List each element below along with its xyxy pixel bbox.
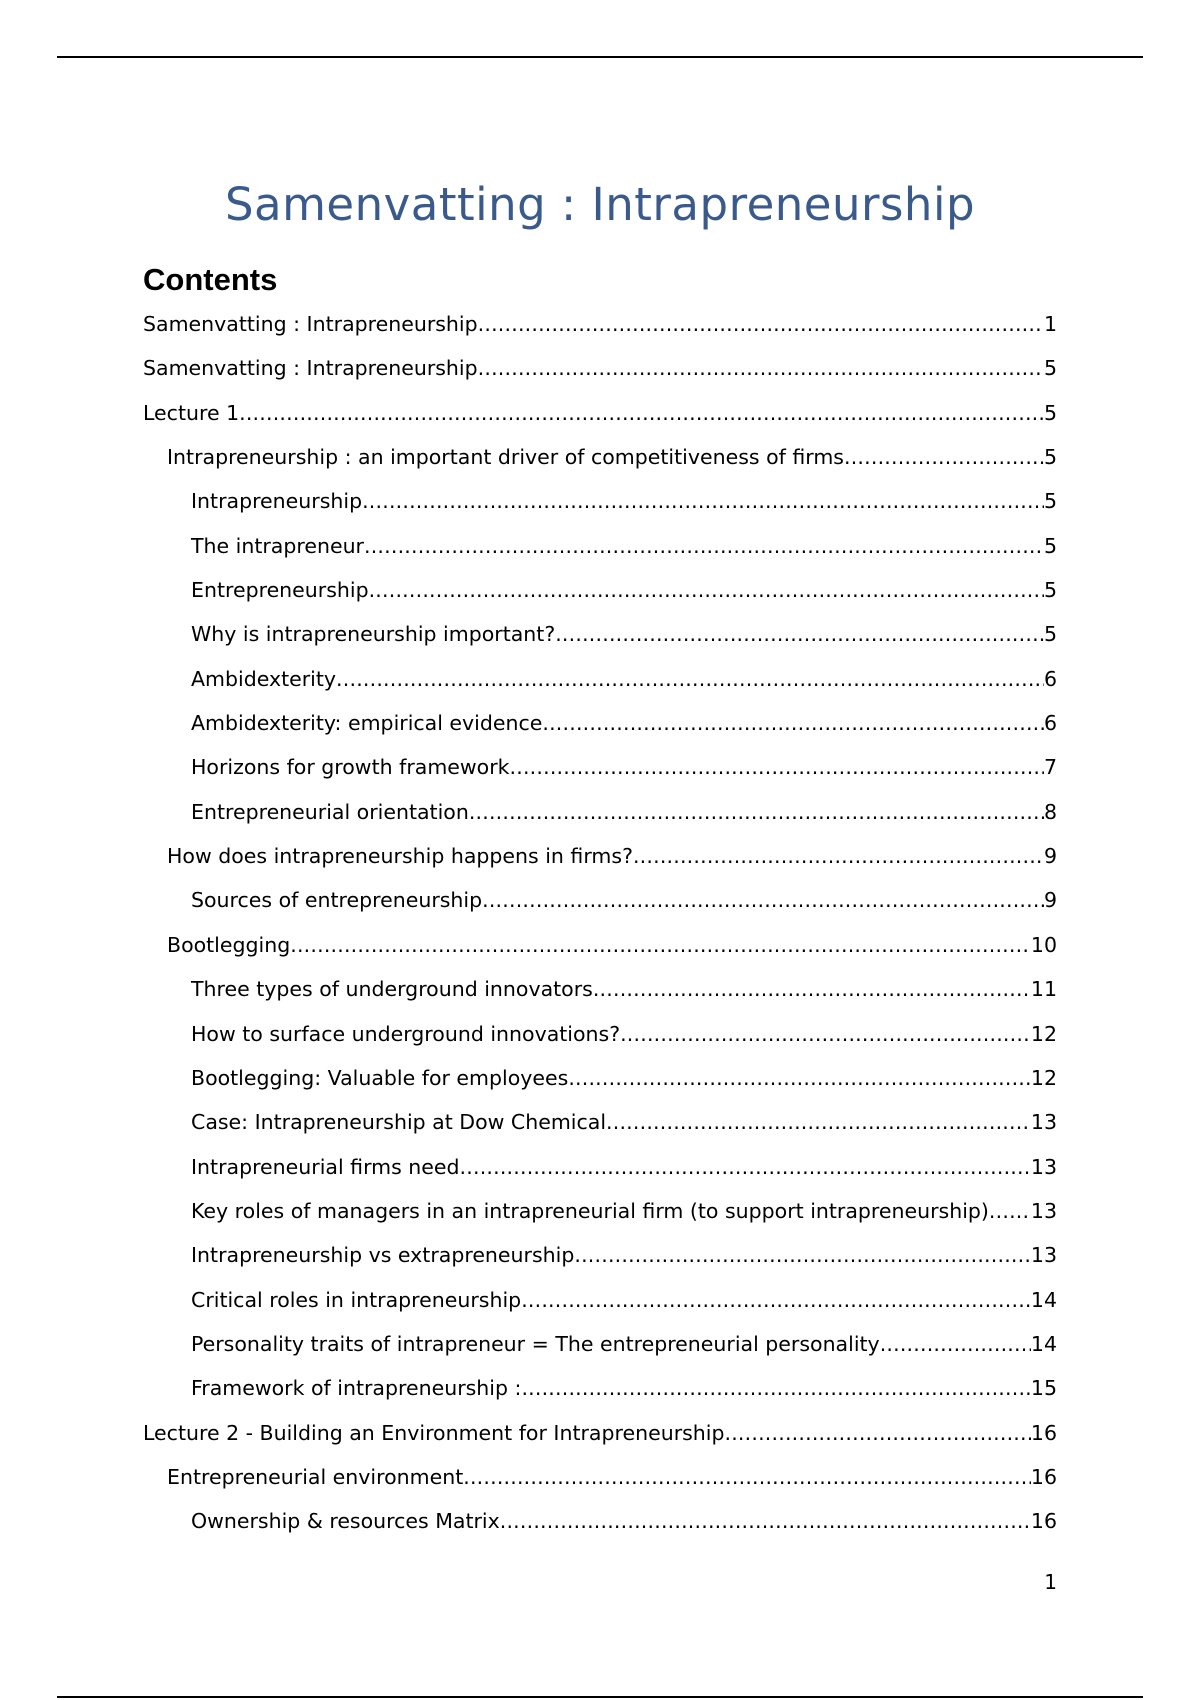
toc-dot-leader (369, 578, 1044, 602)
toc-dot-leader (336, 667, 1044, 691)
toc-entry-page: 5 (1043, 533, 1057, 558)
toc-dot-leader (555, 622, 1044, 646)
toc-entry[interactable] (143, 534, 1057, 578)
toc-entry-page: 5 (1043, 445, 1057, 470)
toc-entry[interactable] (143, 312, 1057, 356)
toc-entry-text: How to surface underground innovations? (191, 1021, 621, 1046)
toc-dot-leader (521, 1376, 1030, 1400)
toc-entry-page: 6 (1043, 711, 1057, 736)
toc-heading: Contents (143, 262, 278, 297)
toc-entry-text: Personality traits of intrapreneur = The entrepreneurial personality (191, 1331, 880, 1356)
toc-entry-text: Intrapreneurship : an important driver of competitiveness of firms (167, 445, 844, 470)
toc-entry[interactable] (143, 800, 1057, 844)
toc-dot-leader (574, 1243, 1031, 1267)
toc-entry-page: 9 (1043, 844, 1057, 869)
toc-dot-leader (844, 445, 1044, 469)
footer-rule (57, 1696, 1143, 1698)
toc-entry[interactable] (143, 1288, 1057, 1332)
toc-dot-leader (880, 1332, 1031, 1356)
toc-entry[interactable] (143, 1509, 1057, 1553)
toc-dot-leader (482, 888, 1044, 912)
toc-entry-page: 5 (1043, 578, 1057, 603)
toc-entry-page: 6 (1043, 666, 1057, 691)
toc-entry-page: 10 (1030, 932, 1057, 957)
toc-entry-text: Ambidexterity (191, 666, 337, 691)
toc-entry-page: 5 (1043, 622, 1057, 647)
toc-dot-leader (521, 1288, 1031, 1312)
toc-entry[interactable] (143, 1022, 1057, 1066)
toc-entry[interactable] (143, 667, 1057, 711)
toc-entry-text: Case: Intrapreneurship at Dow Chemical (191, 1110, 607, 1135)
toc-entry-text: Key roles of managers in an intrapreneurial firm (to support intrapreneurship) (191, 1198, 989, 1223)
toc-entry-text: Lecture 2 - Building an Environment for Intrapreneurship (143, 1420, 725, 1445)
toc-entry[interactable] (143, 1066, 1057, 1110)
toc-entry-text: Critical roles in intrapreneurship (191, 1287, 522, 1312)
toc-entry-page: 9 (1043, 888, 1057, 913)
toc-dot-leader (633, 844, 1044, 868)
toc-entry[interactable] (143, 755, 1057, 799)
toc-entry[interactable] (143, 622, 1057, 666)
toc-dot-leader (542, 711, 1044, 735)
toc-entry-text: Entrepreneurial environment (167, 1464, 464, 1489)
toc-entry-text: Entrepreneurship (191, 578, 369, 603)
toc-entry-text: Three types of underground innovators (191, 977, 593, 1002)
toc-entry-page: 12 (1030, 1021, 1057, 1046)
toc-entry-text: Bootlegging: Valuable for employees (191, 1065, 569, 1090)
toc-dot-leader (568, 1066, 1031, 1090)
toc-entry-page: 13 (1030, 1154, 1057, 1179)
toc-entry-text: Sources of entrepreneurship (191, 888, 483, 913)
toc-entry-page: 11 (1030, 977, 1057, 1002)
toc-entry[interactable] (143, 1376, 1057, 1420)
toc-entry-text: Horizons for growth framework (191, 755, 510, 780)
toc-entry[interactable] (143, 1243, 1057, 1287)
toc-dot-leader (725, 1421, 1031, 1445)
page-number: 1 (1044, 1570, 1057, 1594)
toc-entry[interactable] (143, 578, 1057, 622)
toc-entry[interactable] (143, 445, 1057, 489)
toc-dot-leader (290, 933, 1031, 957)
toc-entry-page: 16 (1030, 1420, 1057, 1445)
toc-dot-leader (469, 800, 1044, 824)
toc-entry-page: 13 (1030, 1198, 1057, 1223)
toc-entry[interactable] (143, 1465, 1057, 1509)
toc-entry-page: 14 (1030, 1287, 1057, 1312)
toc-entry-text: Samenvatting : Intrapreneurship (143, 356, 478, 381)
toc-dot-leader (478, 312, 1044, 336)
toc-entry[interactable] (143, 1155, 1057, 1199)
toc-dot-leader (620, 1022, 1031, 1046)
toc-entry-page: 14 (1030, 1331, 1057, 1356)
toc-entry[interactable] (143, 1110, 1057, 1154)
toc-dot-leader (364, 534, 1044, 558)
toc-entry[interactable] (143, 711, 1057, 755)
toc-entry-page: 5 (1043, 400, 1057, 425)
toc-entry[interactable] (143, 401, 1057, 445)
toc-entry-text: Intrapreneurial firms need (191, 1154, 460, 1179)
toc-entry-page: 5 (1043, 356, 1057, 381)
toc-entry-text: Samenvatting : Intrapreneurship (143, 312, 478, 336)
toc-entry-text: Intrapreneurship vs extrapreneurship (191, 1243, 575, 1268)
toc-dot-leader (500, 1509, 1031, 1533)
toc-entry-text: Ownership & resources Matrix (191, 1509, 500, 1534)
toc-dot-leader (989, 1199, 1031, 1223)
toc-entry-page: 16 (1030, 1509, 1057, 1534)
toc-entry-text: Bootlegging (167, 932, 291, 957)
toc-entry-text: Intrapreneurship (191, 489, 363, 514)
toc-dot-leader (239, 401, 1044, 425)
toc-entry-page: 5 (1043, 489, 1057, 514)
toc-entry-text: How does intrapreneurship happens in firms? (167, 844, 633, 869)
toc-dot-leader (362, 489, 1044, 513)
toc-entry-page: 13 (1030, 1110, 1057, 1135)
toc-entry-text: Ambidexterity: empirical evidence (191, 711, 543, 736)
toc-dot-leader (510, 755, 1044, 779)
toc-dot-leader (593, 977, 1031, 1001)
toc-entry[interactable] (143, 977, 1057, 1021)
toc-entry[interactable] (143, 1421, 1057, 1465)
toc-entry-page: 13 (1030, 1243, 1057, 1268)
toc-entry-page: 15 (1030, 1376, 1057, 1401)
toc-entry-text: Lecture 1 (143, 400, 240, 425)
toc-entry[interactable] (143, 489, 1057, 533)
toc-entry[interactable] (143, 933, 1057, 977)
toc-entry[interactable] (143, 356, 1057, 400)
toc-entry[interactable] (143, 1199, 1057, 1243)
toc-entry-text: Entrepreneurial orientation (191, 799, 469, 824)
toc-entry-page: 16 (1030, 1464, 1057, 1489)
toc-dot-leader (478, 356, 1044, 380)
toc-entry-page: 1 (1043, 312, 1057, 336)
toc-dot-leader (460, 1155, 1031, 1179)
toc-entry-text: Why is intrapreneurship important? (191, 622, 556, 647)
toc-entry-text: Framework of intrapreneurship : (191, 1376, 522, 1401)
toc-entry-page: 12 (1030, 1065, 1057, 1090)
header-rule (57, 56, 1143, 58)
toc-dot-leader (606, 1110, 1031, 1134)
toc-entry[interactable] (143, 1332, 1057, 1376)
table-of-contents (143, 312, 1057, 1554)
document-title: Samenvatting : Intrapreneurship (224, 178, 976, 231)
toc-entry-page: 8 (1043, 799, 1057, 824)
toc-entry-text: The intrapreneur (191, 533, 364, 558)
toc-entry-page: 7 (1043, 755, 1057, 780)
toc-dot-leader (463, 1465, 1031, 1489)
toc-entry[interactable] (143, 844, 1057, 888)
toc-entry[interactable] (143, 888, 1057, 932)
